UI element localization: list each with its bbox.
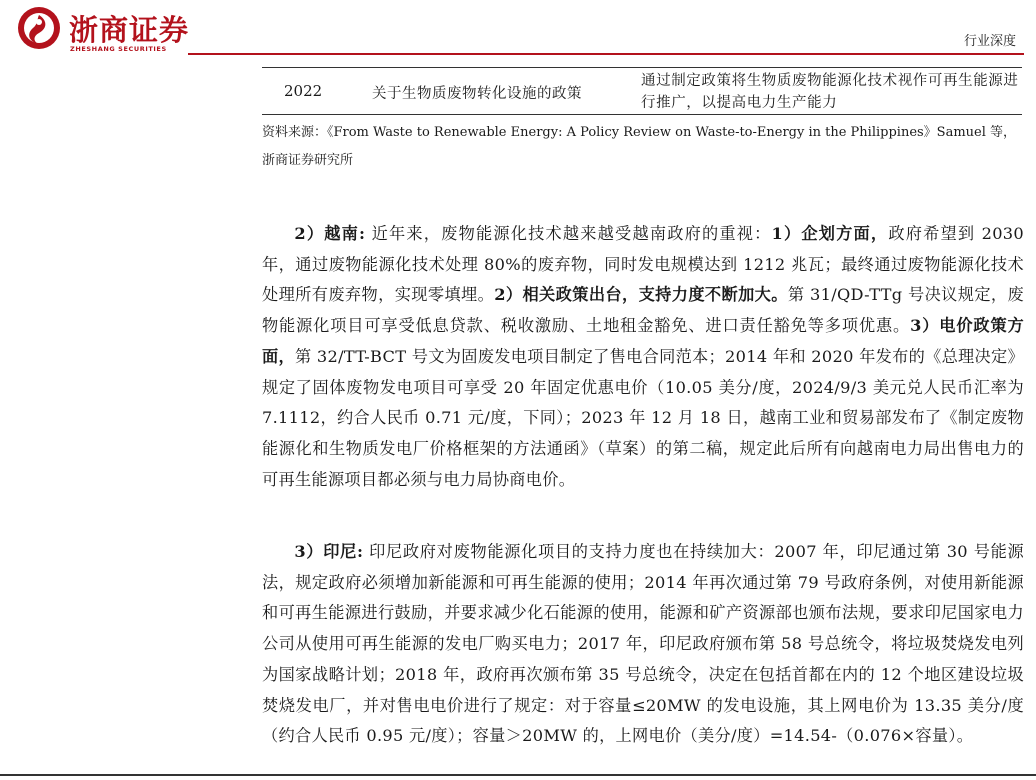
table-top-rule xyxy=(262,67,1022,68)
vietnam-text-3: 第 31/QD-TTg 号决议规定，废物能源化项目可享受低息贷款、税收激励、土地租金豁免、进口责任豁免等多项优惠。 xyxy=(262,285,1024,336)
table-cell-description: 通过制定政策将生物质废物能源化技术视作可再生能源进行推广，以提高电力生产能力 xyxy=(641,73,1019,111)
vietnam-heading-tariff: 3）电价政策方面， xyxy=(262,316,1024,366)
vietnam-lead: 2）越南: xyxy=(294,224,366,243)
brand-name-en: ZHESHANG SECURITIES xyxy=(70,45,167,53)
brand-name-cn: 浙商证券 xyxy=(69,13,190,47)
table-cell-policy: 关于生物质废物转化设施的政策 xyxy=(372,86,582,102)
report-type-label: 行业深度 xyxy=(963,34,1016,49)
brand-logo[interactable] xyxy=(17,6,189,56)
table-cell-year: 2022 xyxy=(284,82,323,100)
table-bottom-rule xyxy=(262,114,1022,115)
source-note: 资料来源：《From Waste to Renewable Energy: A Policy Review on Waste-to-Energy in the Philippines》Samuel 等，浙商证券研究所 xyxy=(262,125,1017,168)
paragraph-indonesia xyxy=(262,537,1024,752)
vietnam-heading-planning: 1）企划方面， xyxy=(771,224,889,243)
vietnam-text-4: 第 32/TT-BCT 号文为固废发电项目制定了售电合同范本；2014 年和 2020 年发布的《总理决定》规定了固体废物发电项目可享受 20 年固定优惠电价（10.05 美分/度，2024/9/3 美元兑人民币汇率为 7.1112，约合人民币 0.71 元/度，下同）；2023 年 12 月 18 日，越南工业和贸易部发布了《制定废物能源化和生物质发电厂价格框架的方法通函》（草案）的第二稿，规定此后所有向越南电力局出售电力的可再生能源项目都必须与电力局协商电价。 xyxy=(262,346,1025,489)
vietnam-heading-policy: 2）相关政策出台，支持力度不断加大。 xyxy=(494,285,788,305)
page-header xyxy=(0,0,1036,62)
vietnam-text-2: 政府希望到 2030 年，通过废物能源化技术处理 80%的废弃物，同时发电规模达到 1212 兆瓦；最终通过废物能源化技术处理所有废弃物，实现零填埋。 xyxy=(262,224,1024,305)
indonesia-lead: 3）印尼: xyxy=(294,542,364,561)
page-bottom-rule xyxy=(0,774,1036,776)
indonesia-text: 印尼政府对废物能源化项目的支持力度也在持续加大：2007 年，印尼通过第 30 号能源法，规定政府必须增加新能源和可再生能源的使用；2014 年再次通过第 79 号政府条例，对使用新能源和可再生能源进行鼓励，并要求减少化石能源的使用，能源和矿产资源部也颁布法规，要求印尼国家电力公司从使用可再生能源的发电厂购买电力；2017 年，印尼政府颁布第 58 号总统令，将垃圾焚烧发电列为国家战略计划；2018 年，政府再次颁布第 35 号总统令，决定在包括首都在内的 12 个地区建设垃圾焚烧发电厂，并对售电电价进行了规定：对于容量≤20MW 的发电设施，其上网电价为 13.35 美分/度（约合人民币 0.95 元/度）；容量＞20MW 的，上网电价（美分/度）=14.54-（0.076×容量）。 xyxy=(262,542,1024,746)
vietnam-text-1: 近年来，废物能源化技术越来越受越南政府的重视： xyxy=(365,224,772,243)
paragraph-vietnam xyxy=(262,219,1024,495)
header-divider xyxy=(188,53,1024,55)
brand-logo-icon xyxy=(17,6,61,50)
